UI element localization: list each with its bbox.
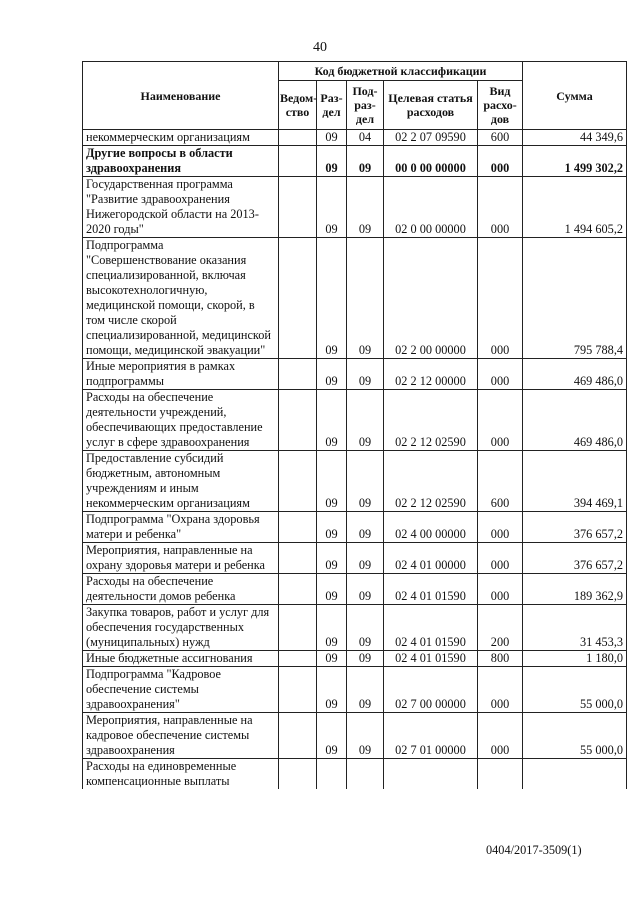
table-row: [83, 359, 627, 390]
cell-sum: 31 453,3: [523, 605, 627, 651]
cell-celevaya: 02 4 00 00000: [384, 512, 478, 543]
header-podrazdel: Под-раз-дел: [347, 81, 384, 130]
cell-celevaya: 02 2 12 00000: [384, 359, 478, 390]
cell-razdel: [317, 759, 347, 790]
table-row: [83, 667, 627, 713]
cell-celevaya: 02 4 01 01590: [384, 651, 478, 667]
cell-vid: 000: [478, 177, 523, 238]
cell-name: некоммерческим организациям: [83, 130, 279, 146]
cell-sum: 795 788,4: [523, 238, 627, 359]
cell-sum: 394 469,1: [523, 451, 627, 512]
table-row: [83, 238, 627, 359]
cell-celevaya: 02 2 12 02590: [384, 390, 478, 451]
table-row: [83, 713, 627, 759]
cell-podrazdel: 09: [347, 667, 384, 713]
header-kbk: Код бюджетной классификации: [279, 62, 523, 81]
cell-ved: [279, 451, 317, 512]
table-row: [83, 512, 627, 543]
cell-name: Закупка товаров, работ и услуг для обеспечения государственных (муниципальных) нужд: [83, 605, 279, 651]
cell-sum: 376 657,2: [523, 543, 627, 574]
header-sum: Сумма: [523, 62, 627, 130]
header-razdel: Раз-дел: [317, 81, 347, 130]
document-code: 0404/2017-3509(1): [486, 843, 582, 857]
cell-celevaya: 02 4 01 01590: [384, 574, 478, 605]
budget-table: [82, 61, 627, 789]
header-name: Наименование: [83, 62, 279, 130]
cell-celevaya: 02 4 01 00000: [384, 543, 478, 574]
table-row: [83, 574, 627, 605]
cell-podrazdel: 09: [347, 713, 384, 759]
table-row: [83, 759, 627, 790]
table-row: [83, 146, 627, 177]
cell-name: Мероприятия, направленные на кадровое обеспечение системы здравоохранения: [83, 713, 279, 759]
cell-podrazdel: [347, 759, 384, 790]
cell-ved: [279, 177, 317, 238]
cell-vid: 000: [478, 238, 523, 359]
cell-razdel: 09: [317, 512, 347, 543]
cell-name: Иные мероприятия в рамках подпрограммы: [83, 359, 279, 390]
cell-vid: 800: [478, 651, 523, 667]
cell-ved: [279, 605, 317, 651]
cell-ved: [279, 543, 317, 574]
cell-podrazdel: 04: [347, 130, 384, 146]
cell-vid: [478, 759, 523, 790]
cell-razdel: 09: [317, 130, 347, 146]
cell-ved: [279, 130, 317, 146]
cell-sum: 376 657,2: [523, 512, 627, 543]
cell-celevaya: 00 0 00 00000: [384, 146, 478, 177]
cell-razdel: 09: [317, 605, 347, 651]
cell-celevaya: 02 2 00 00000: [384, 238, 478, 359]
cell-name: Мероприятия, направленные на охрану здоровья матери и ребенка: [83, 543, 279, 574]
table-row: [83, 177, 627, 238]
header-ved: Ведом-ство: [279, 81, 317, 130]
cell-sum: 469 486,0: [523, 390, 627, 451]
cell-sum: 44 349,6: [523, 130, 627, 146]
cell-sum: 55 000,0: [523, 667, 627, 713]
cell-ved: [279, 390, 317, 451]
cell-sum: [523, 759, 627, 790]
table-row: [83, 451, 627, 512]
cell-razdel: 09: [317, 667, 347, 713]
cell-podrazdel: 09: [347, 238, 384, 359]
cell-name: Расходы на обеспечение деятельности домов ребенка: [83, 574, 279, 605]
cell-celevaya: 02 4 01 01590: [384, 605, 478, 651]
cell-podrazdel: 09: [347, 543, 384, 574]
cell-vid: 000: [478, 146, 523, 177]
cell-podrazdel: 09: [347, 451, 384, 512]
cell-podrazdel: 09: [347, 359, 384, 390]
cell-sum: 189 362,9: [523, 574, 627, 605]
table-row: [83, 543, 627, 574]
cell-vid: 000: [478, 512, 523, 543]
cell-name: Иные бюджетные ассигнования: [83, 651, 279, 667]
cell-razdel: 09: [317, 713, 347, 759]
cell-celevaya: [384, 759, 478, 790]
cell-vid: 600: [478, 130, 523, 146]
cell-podrazdel: 09: [347, 605, 384, 651]
cell-razdel: 09: [317, 177, 347, 238]
cell-vid: 600: [478, 451, 523, 512]
cell-celevaya: 02 2 07 09590: [384, 130, 478, 146]
cell-name: Предоставление субсидий бюджетным, автономным учреждениям и иным некоммерческим организациям: [83, 451, 279, 512]
cell-celevaya: 02 7 01 00000: [384, 713, 478, 759]
cell-podrazdel: 09: [347, 146, 384, 177]
cell-vid: 000: [478, 543, 523, 574]
cell-celevaya: 02 2 12 02590: [384, 451, 478, 512]
cell-razdel: 09: [317, 451, 347, 512]
cell-name: Расходы на обеспечение деятельности учреждений, обеспечивающих предоставление услуг в сфере здравоохранения: [83, 390, 279, 451]
cell-name: Подпрограмма "Кадровое обеспечение системы здравоохранения": [83, 667, 279, 713]
cell-ved: [279, 359, 317, 390]
cell-razdel: 09: [317, 651, 347, 667]
header-vid: Вид расхо-дов: [478, 81, 523, 130]
cell-razdel: 09: [317, 146, 347, 177]
header-celevaya: Целевая статья расходов: [384, 81, 478, 130]
table-row: [83, 651, 627, 667]
cell-razdel: 09: [317, 543, 347, 574]
cell-ved: [279, 667, 317, 713]
cell-name: Другие вопросы в области здравоохранения: [83, 146, 279, 177]
cell-razdel: 09: [317, 390, 347, 451]
cell-vid: 000: [478, 667, 523, 713]
cell-ved: [279, 512, 317, 543]
cell-name: Расходы на единовременные компенсационные выплаты: [83, 759, 279, 790]
table-row: [83, 130, 627, 146]
cell-podrazdel: 09: [347, 574, 384, 605]
cell-razdel: 09: [317, 359, 347, 390]
cell-sum: 1 499 302,2: [523, 146, 627, 177]
cell-podrazdel: 09: [347, 390, 384, 451]
cell-podrazdel: 09: [347, 651, 384, 667]
cell-vid: 000: [478, 359, 523, 390]
table-row: [83, 390, 627, 451]
cell-podrazdel: 09: [347, 512, 384, 543]
cell-ved: [279, 713, 317, 759]
cell-celevaya: 02 7 00 00000: [384, 667, 478, 713]
cell-celevaya: 02 0 00 00000: [384, 177, 478, 238]
page-number: 40: [313, 40, 327, 55]
cell-vid: 200: [478, 605, 523, 651]
cell-razdel: 09: [317, 574, 347, 605]
cell-name: Государственная программа "Развитие здравоохранения Нижегородской области на 2013-2020 годы": [83, 177, 279, 238]
cell-sum: 469 486,0: [523, 359, 627, 390]
cell-vid: 000: [478, 574, 523, 605]
table-row: [83, 605, 627, 651]
cell-ved: [279, 759, 317, 790]
cell-vid: 000: [478, 713, 523, 759]
cell-razdel: 09: [317, 238, 347, 359]
cell-sum: 1 494 605,2: [523, 177, 627, 238]
cell-sum: 55 000,0: [523, 713, 627, 759]
cell-ved: [279, 651, 317, 667]
cell-sum: 1 180,0: [523, 651, 627, 667]
cell-podrazdel: 09: [347, 177, 384, 238]
table-body: [83, 130, 627, 790]
cell-name: Подпрограмма "Охрана здоровья матери и ребенка": [83, 512, 279, 543]
cell-ved: [279, 574, 317, 605]
cell-ved: [279, 146, 317, 177]
cell-ved: [279, 238, 317, 359]
cell-name: Подпрограмма "Совершенствование оказания специализированной, включая высокотехнологичную, медицинской помощи, скорой, в том числе скорой специализированной, медицинской помощи, медицинской эвакуации": [83, 238, 279, 359]
cell-vid: 000: [478, 390, 523, 451]
